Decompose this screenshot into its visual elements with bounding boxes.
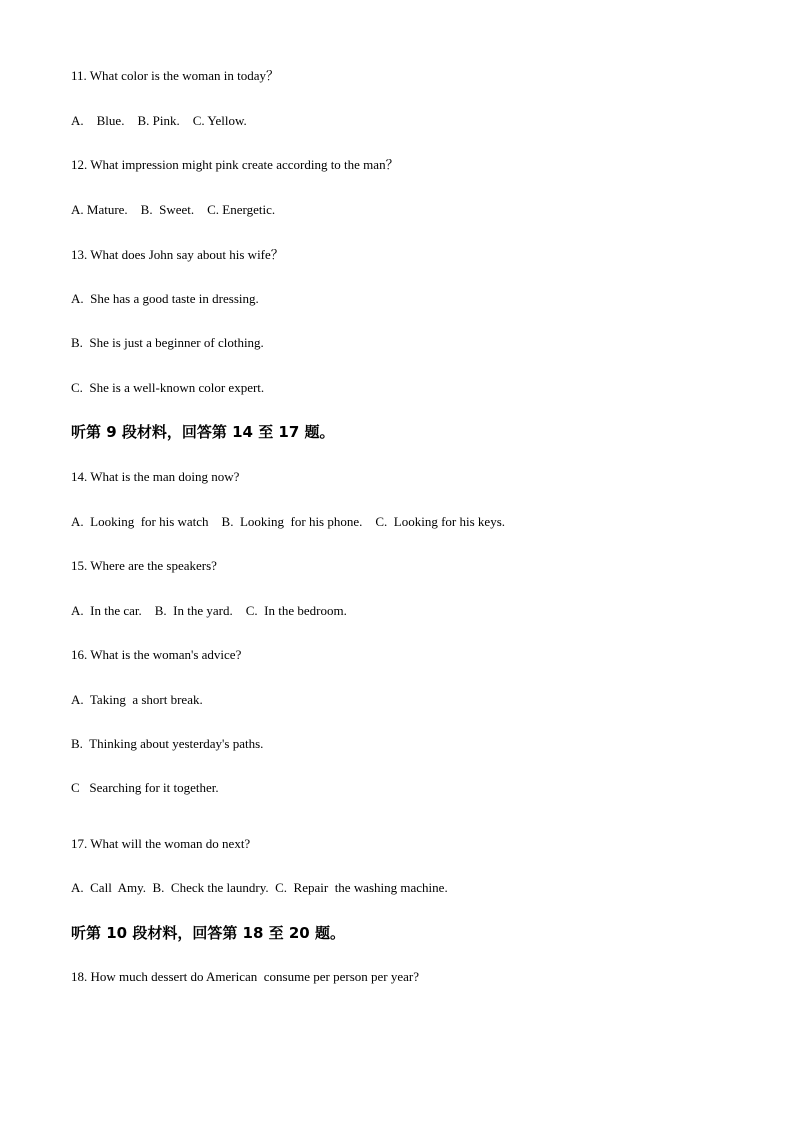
- question-15-stem: 15. Where are the speakers?: [71, 558, 217, 573]
- question-16-option-b: B. Thinking about yesterday's paths.: [71, 736, 264, 751]
- question-18-stem: 18. How much dessert do American consume per person per year?: [71, 969, 419, 984]
- question-13-stem: 13. What does John say about his wife？: [71, 247, 284, 262]
- question-12-options: A. Mature. B. Sweet. C. Energetic.: [71, 202, 276, 217]
- question-16-option-c: C Searching for it together.: [71, 780, 219, 795]
- question-11-options: A. Blue. B. Pink. C. Yellow.: [71, 113, 247, 128]
- question-13-option-a: A. She has a good taste in dressing.: [71, 291, 259, 306]
- question-11-stem: 11. What color is the woman in today？: [71, 68, 279, 83]
- question-17-stem: 17. What will the woman do next?: [71, 836, 251, 851]
- section-10-heading: 听第 10 段材料，回答第 18 至 20 题。: [71, 924, 345, 942]
- question-12-stem: 12. What impression might pink create according to the man？: [71, 157, 399, 172]
- question-15-options: A. In the car. B. In the yard. C. In the bedroom.: [71, 603, 347, 618]
- question-14-stem: 14. What is the man doing now?: [71, 469, 240, 484]
- question-16-stem: 16. What is the woman's advice?: [71, 647, 242, 662]
- section-9-heading: 听第 9 段材料，回答第 14 至 17 题。: [71, 423, 335, 441]
- question-17-options: A. Call Amy. B. Check the laundry. C. Repair the washing machine.: [71, 880, 448, 895]
- question-16-option-a: A. Taking a short break.: [71, 692, 203, 707]
- question-13-option-c: C. She is a well-known color expert.: [71, 380, 265, 395]
- question-13-option-b: B. She is just a beginner of clothing.: [71, 335, 264, 350]
- question-14-options: A. Looking for his watch B. Looking for his phone. C. Looking for his keys.: [71, 514, 506, 529]
